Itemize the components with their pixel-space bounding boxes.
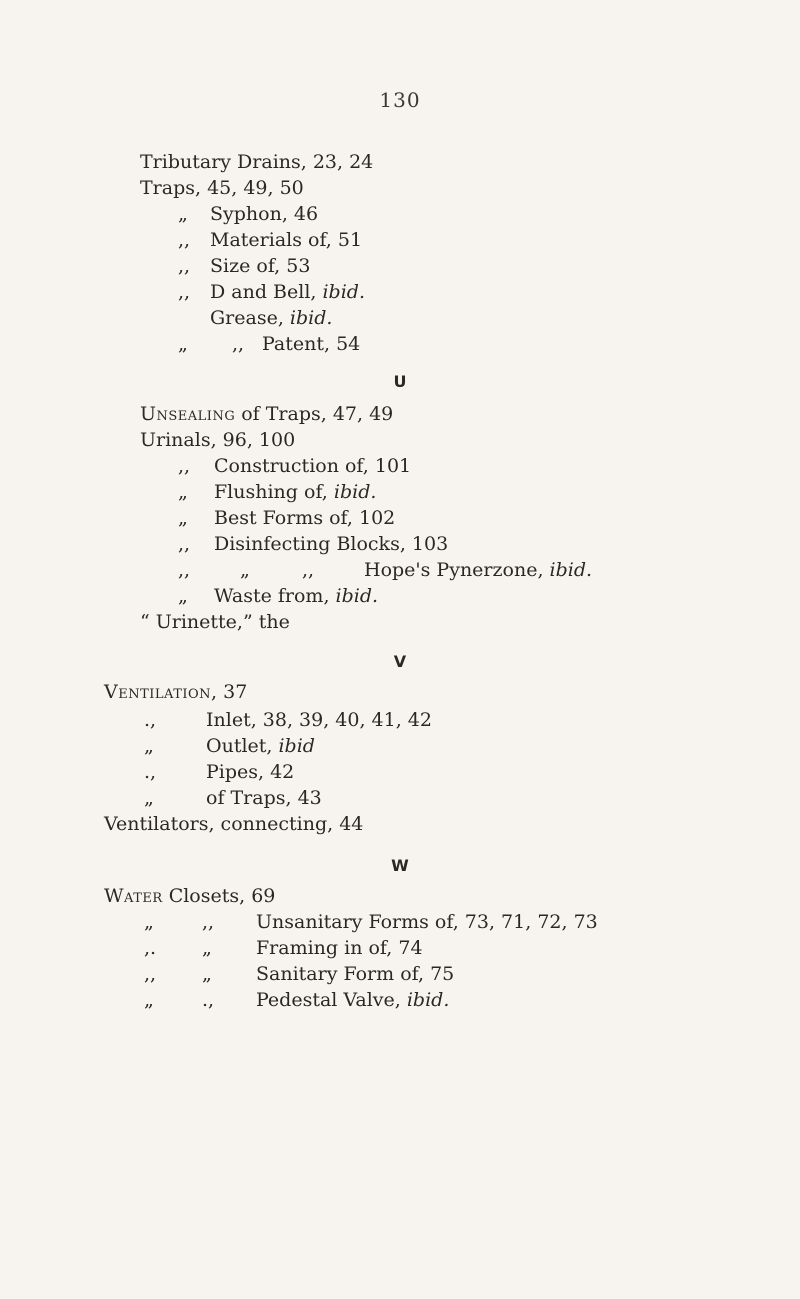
index-subentry: Size of, 53 (210, 255, 311, 277)
index-subentry: Syphon, 46 (210, 203, 319, 225)
index-subentry: Construction of, 101 (214, 455, 412, 477)
ditto-mark: „ (144, 735, 154, 757)
ditto-mark: „ (178, 333, 188, 355)
ditto-mark: ,, (232, 333, 245, 355)
page-number: 130 (379, 88, 421, 112)
index-subentry: Unsanitary Forms of, 73, 71, 72, 73 (256, 911, 598, 933)
ditto-mark: „ (144, 787, 154, 809)
index-subentry: Flushing of, ibid. (214, 481, 377, 503)
index-subentry: Sanitary Form of, 75 (256, 963, 455, 985)
index-entry: Tributary Drains, 23, 24 (140, 151, 374, 173)
ditto-mark: ., (144, 761, 157, 783)
ditto-mark: „ (240, 559, 250, 581)
index-subentry: Patent, 54 (262, 333, 361, 355)
ditto-mark: „ (202, 963, 212, 985)
ditto-mark: „ (178, 585, 188, 607)
index-subentry: Materials of, 51 (210, 229, 363, 251)
ditto-mark: ,, (178, 559, 191, 581)
ditto-mark: „ (144, 911, 154, 933)
ditto-mark: ,, (178, 281, 191, 303)
ditto-mark: ,, (178, 255, 191, 277)
ditto-mark: „ (144, 989, 154, 1011)
index-entry: Ventilators, connecting, 44 (104, 813, 364, 835)
index-entry: Unsealing of Traps, 47, 49 (140, 403, 394, 425)
ditto-mark: ., (202, 989, 215, 1011)
index-subentry: Grease, ibid. (210, 307, 333, 329)
index-entry: Water Closets, 69 (104, 885, 276, 907)
index-entry: Urinals, 96, 100 (140, 429, 296, 451)
index-entry: “ Urinette,” the (140, 611, 290, 633)
ditto-mark: ,, (302, 559, 315, 581)
index-subentry: Inlet, 38, 39, 40, 41, 42 (206, 709, 432, 731)
section-letter-v: V (393, 652, 407, 671)
index-entry: Traps, 45, 49, 50 (140, 177, 304, 199)
index-subentry: Best Forms of, 102 (214, 507, 396, 529)
ditto-mark: ,, (202, 911, 215, 933)
index-subentry: Waste from, ibid. (214, 585, 379, 607)
index-subentry: Framing in of, 74 (256, 937, 423, 959)
index-subentry: Pedestal Valve, ibid. (256, 989, 450, 1011)
ditto-mark: ,, (178, 229, 191, 251)
index-subentry: of Traps, 43 (206, 787, 322, 809)
index-subentry: Pipes, 42 (206, 761, 295, 783)
index-entry: Ventilation, 37 (104, 681, 248, 703)
section-letter-u: U (393, 372, 407, 391)
ditto-mark: „ (178, 507, 188, 529)
ditto-mark: „ (178, 481, 188, 503)
index-subentry: D and Bell, ibid. (210, 281, 366, 303)
ditto-mark: ., (144, 709, 157, 731)
index-subentry: Disinfecting Blocks, 103 (214, 533, 449, 555)
ditto-mark: ,. (144, 937, 157, 959)
ditto-mark: ,, (178, 455, 191, 477)
index-subentry: Outlet, ibid (206, 735, 315, 757)
section-letter-w: W (391, 856, 409, 875)
ditto-mark: „ (202, 937, 212, 959)
ditto-mark: ,, (178, 533, 191, 555)
ditto-mark: „ (178, 203, 188, 225)
ditto-mark: ,, (144, 963, 157, 985)
index-subentry: Hope's Pynerzone, ibid. (364, 559, 593, 581)
